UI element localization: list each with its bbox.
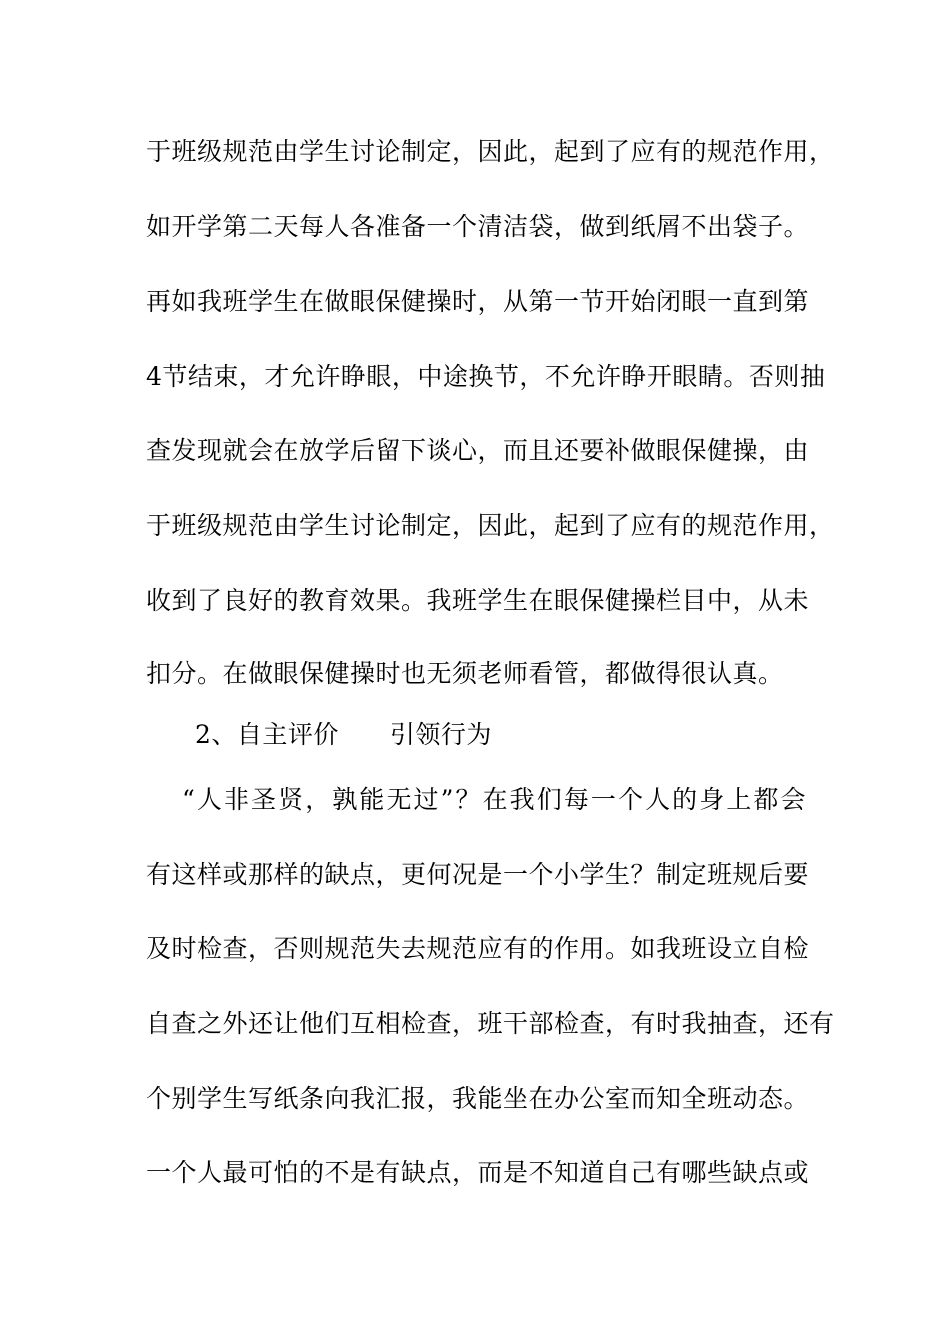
text-line: 如开学第二天每人各准备一个清洁袋，做到纸屑不出袋子。 bbox=[146, 212, 810, 241]
text-line: 再如我班学生在做眼保健操时，从第一节开始闭眼一直到第 bbox=[146, 287, 810, 316]
text-line: 有这样或那样的缺点，更何况是一个小学生？制定班规后要 bbox=[146, 860, 810, 889]
text-line: 4节结束，才允许睁眼，中途换节，不允许睁开眼睛。否则抽 bbox=[146, 362, 826, 391]
text-line: 收到了良好的教育效果。我班学生在眼保健操栏目中，从未 bbox=[146, 586, 810, 615]
section-heading: 2、自主评价 引领行为 bbox=[195, 720, 492, 749]
text-line: 于班级规范由学生讨论制定，因此，起到了应有的规范作用， bbox=[146, 137, 835, 166]
text-line: 自查之外还让他们互相检查，班干部检查，有时我抽查，还有 bbox=[146, 1009, 835, 1038]
text-line: 一个人最可怕的不是有缺点，而是不知道自己有哪些缺点或 bbox=[146, 1158, 810, 1187]
text-line: 个别学生写纸条向我汇报，我能坐在办公室而知全班动态。 bbox=[146, 1084, 810, 1113]
text-line: 查发现就会在放学后留下谈心，而且还要补做眼保健操，由 bbox=[146, 436, 810, 465]
text-line: 扣分。在做眼保健操时也无须老师看管，都做得很认真。 bbox=[146, 659, 784, 688]
text-line: 及时检查，否则规范失去规范应有的作用。如我班设立自检 bbox=[146, 934, 810, 963]
paragraph-first-line: “人非圣贤，孰能无过”？在我们每一个人的身上都会 bbox=[182, 785, 806, 814]
text-line: 于班级规范由学生讨论制定，因此，起到了应有的规范作用， bbox=[146, 511, 835, 540]
